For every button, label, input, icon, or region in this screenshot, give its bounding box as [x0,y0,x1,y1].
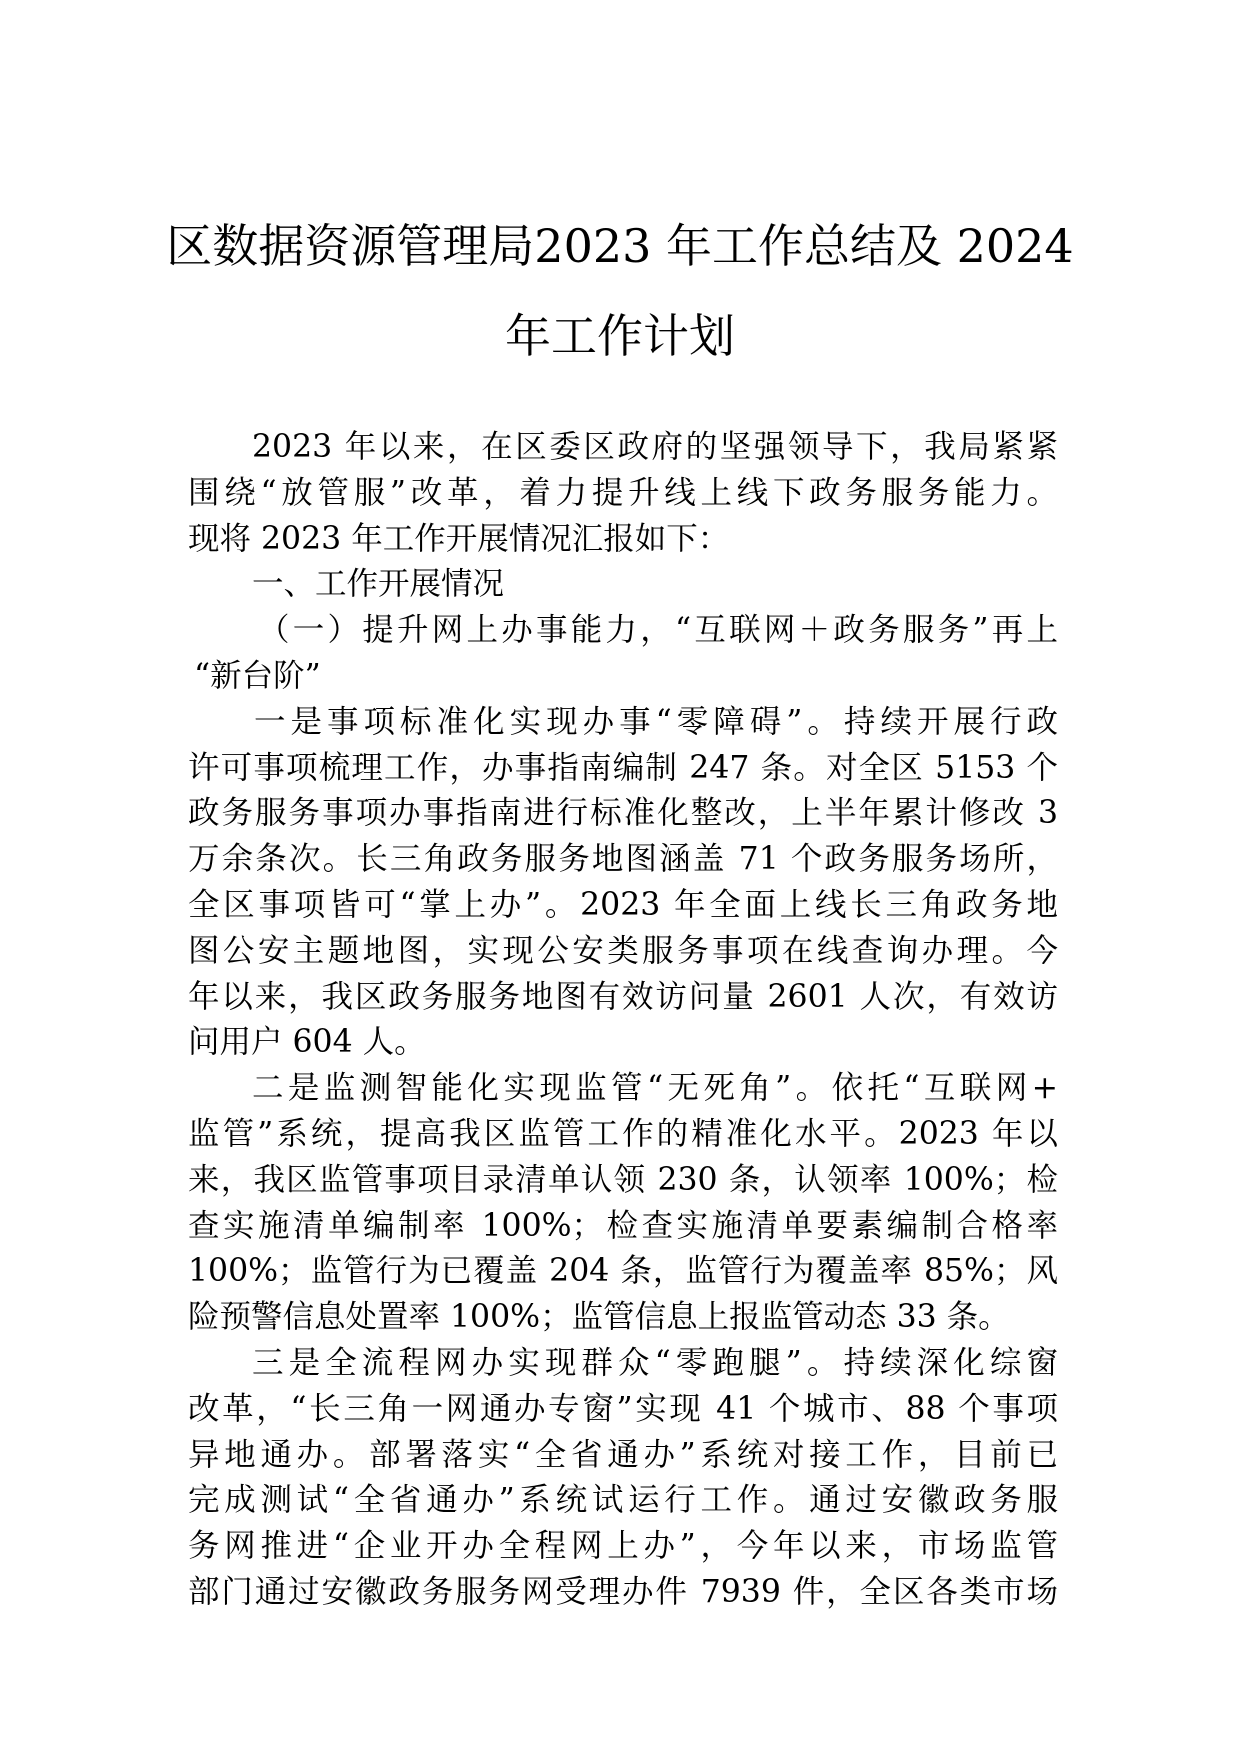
paragraph-1-line: 全区事项皆可“掌上办”。2023 年全面上线长三角政务地 [188,886,1058,923]
paragraph-2-line: 来，我区监管事项目录清单认领 230 条，认领率 100%；检 [188,1161,1058,1198]
paragraph-1-line: 图公安主题地图，实现公安类服务事项在线查询办理。今 [188,932,1058,969]
paragraph-3-line: 异地通办。部署落实“全省通办”系统对接工作，目前已 [188,1436,1058,1473]
paragraph-2-line: 二是监测智能化实现监管“无死角”。依托“互联网+ [252,1070,1058,1107]
paragraph-3-line: 改革，“长三角一网通办专窗”实现 41 个城市、88 个事项 [188,1390,1058,1427]
paragraph-intro-line: 2023 年以来，在区委区政府的坚强领导下，我局紧紧 [252,429,1058,465]
section-heading: 一、工作开展情况 [252,566,505,603]
paragraph-1-line: 问用户 604 人。 [188,1024,426,1061]
paragraph-1-line: 许可事项梳理工作，办事指南编制 247 条。对全区 5153 个 [188,749,1058,786]
document-body [188,425,1058,1616]
paragraph-2-line: 监管”系统，提高我区监管工作的精准化水平。2023 年以 [188,1115,1058,1152]
paragraph-2-line: 险预警信息处置率 100%；监管信息上报监管动态 33 条。 [188,1299,1010,1336]
paragraph-3-line: 务网推进“企业开办全程网上办”，今年以来，市场监管 [188,1528,1058,1565]
paragraph-1-line: 年以来，我区政务服务地图有效访问量 2601 人次，有效访 [188,978,1058,1015]
paragraph-1-line: 一是事项标准化实现办事“零障碍”。持续开展行政 [254,703,1058,740]
document-title-line-1: 区数据资源管理局2023 年工作总结及 2024 [166,219,1074,273]
paragraph-3-line: 部门通过安徽政务服务网受理办件 7939 件，全区各类市场 [188,1573,1058,1610]
subsection-heading-line: （一）提升网上办事能力，“互联网＋政务服务”再上 [258,612,1058,649]
paragraph-2-line: 查实施清单编制率 100%；检查实施清单要素编制合格率 [188,1207,1058,1244]
paragraph-3-line: 完成测试“全省通办”系统试运行工作。通过安徽政务服 [188,1482,1058,1519]
paragraph-3-line: 三是全流程网办实现群众“零跑腿”。持续深化综窗 [252,1344,1058,1381]
paragraph-1-line: 政务服务事项办事指南进行标准化整改，上半年累计修改 3 [188,795,1058,832]
paragraph-2-line: 100%；监管行为已覆盖 204 条，监管行为覆盖率 85%；风 [188,1253,1058,1290]
paragraph-intro-line: 围绕“放管服”改革，着力提升线上线下政务服务能力。 [188,474,1058,511]
paragraph-1-line: 万余条次。长三角政务服务地图涵盖 71 个政务服务场所， [188,841,1058,878]
paragraph-intro-line: 现将 2023 年工作开展情况汇报如下： [188,520,730,557]
document-title-line-2: 年工作计划 [505,309,735,363]
subsection-heading-line: “新台阶” [194,657,321,694]
